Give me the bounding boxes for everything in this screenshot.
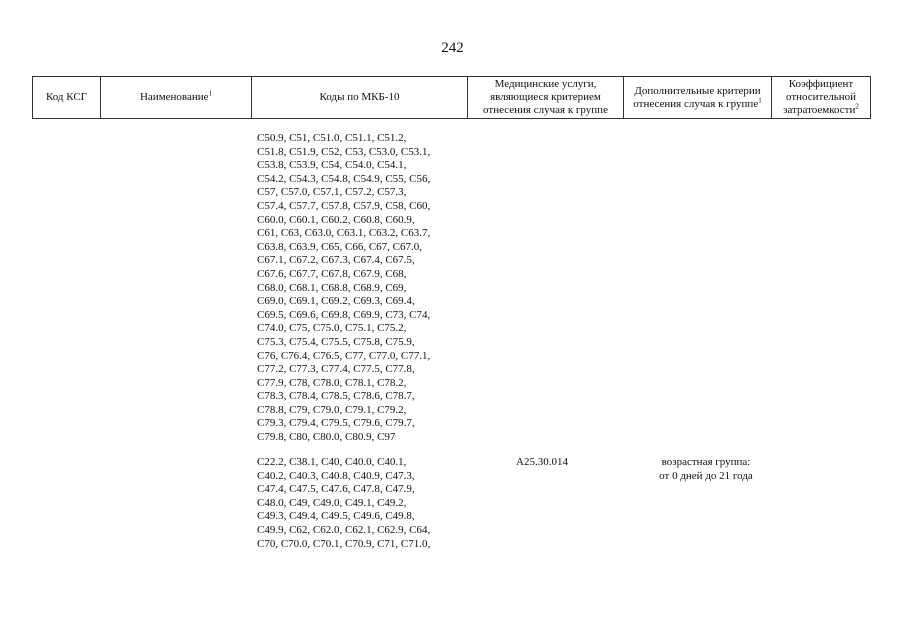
icd-code-line: C70, C70.0, C70.1, C70.9, C71, C71.0, bbox=[257, 537, 431, 550]
icd-codes-block-2 bbox=[257, 456, 430, 551]
header-icd-codes: Коды по МКБ-10 bbox=[252, 77, 468, 119]
icd-code-line: C69.5, C69.6, C69.8, C69.9, C73, C74, bbox=[257, 308, 431, 321]
criteria-line: от 0 дней до 21 года bbox=[659, 469, 753, 482]
icd-code-line: C74.0, C75, C75.0, C75.1, C75.2, bbox=[257, 322, 407, 335]
extra-criteria bbox=[636, 456, 776, 483]
icd-code-line: C54.2, C54.3, C54.8, C54.9, C55, C56, bbox=[257, 172, 431, 185]
icd-code-line: C61, C63, C63.0, C63.1, C63.2, C63.7, bbox=[257, 227, 431, 240]
icd-code-line: C22.2, C38.1, C40, C40.0, C40.1, bbox=[257, 456, 407, 468]
icd-code-line: C40.2, C40.3, C40.8, C40.9, C47.3, bbox=[257, 469, 415, 482]
icd-code-line: C49.9, C62, C62.0, C62.1, C62.9, C64, bbox=[257, 523, 431, 536]
icd-code-line: C57.4, C57.7, C57.8, C57.9, C58, C60, bbox=[257, 199, 431, 212]
icd-codes-block-1 bbox=[257, 132, 430, 445]
icd-code-line: C67.6, C67.7, C67.8, C67.9, C68, bbox=[257, 267, 407, 280]
header-medical-services: Медицинские услуги, являющиеся критерием отнесения случая к группе bbox=[468, 77, 624, 119]
footnote-marker: 1 bbox=[208, 89, 213, 98]
header-name: Наименование$^1$ bbox=[101, 77, 252, 119]
header-coefficient: Коэффициент относительной затратоемкости$^2$ bbox=[772, 77, 871, 119]
page-number: 242 bbox=[441, 40, 464, 56]
criteria-line: возрастная группа: bbox=[661, 456, 751, 468]
icd-code-line: C51.8, C51.9, C52, C53, C53.0, C53.1, bbox=[257, 145, 431, 158]
icd-code-line: C48.0, C49, C49.0, C49.1, C49.2, bbox=[257, 496, 407, 509]
medical-service-code: A25.30.014 bbox=[516, 456, 568, 468]
footnote-marker: 1 bbox=[758, 95, 762, 104]
icd-code-line: C67.1, C67.2, C67.3, C67.4, C67.5, bbox=[257, 254, 415, 267]
table-header bbox=[32, 76, 871, 119]
icd-code-line: C79.8, C80, C80.0, C80.9, C97 bbox=[257, 431, 396, 444]
icd-code-line: C77.9, C78, C78.0, C78.1, C78.2, bbox=[257, 376, 407, 389]
icd-code-line: C68.0, C68.1, C68.8, C68.9, C69, bbox=[257, 281, 407, 294]
footnote-marker: 2 bbox=[855, 102, 859, 111]
icd-code-line: C78.3, C78.4, C78.5, C78.6, C78.7, bbox=[257, 390, 415, 403]
icd-code-line: C76, C76.4, C76.5, C77, C77.0, C77.1, bbox=[257, 349, 431, 362]
icd-code-line: C77.2, C77.3, C77.4, C77.5, C77.8, bbox=[257, 363, 415, 376]
icd-code-line: C79.3, C79.4, C79.5, C79.6, C79.7, bbox=[257, 417, 415, 430]
icd-code-line: C57, C57.0, C57.1, C57.2, C57.3, bbox=[257, 186, 407, 199]
icd-code-line: C69.0, C69.1, C69.2, C69.3, C69.4, bbox=[257, 295, 415, 308]
icd-code-line: C63.8, C63.9, C65, C66, C67, C67.0, bbox=[257, 240, 423, 253]
icd-code-line: C78.8, C79, C79.0, C79.1, C79.2, bbox=[257, 403, 407, 416]
icd-code-line: C53.8, C53.9, C54, C54.0, C54.1, bbox=[257, 159, 407, 172]
header-code-ksg: Код КСГ bbox=[33, 77, 101, 119]
icd-code-line: C47.4, C47.5, C47.6, C47.8, C47.9, bbox=[257, 483, 415, 496]
header-extra-criteria: Дополнительные критерии отнесения случая к группе$^1$ bbox=[624, 77, 772, 119]
icd-code-line: C49.3, C49.4, C49.5, C49.6, C49.8, bbox=[257, 510, 415, 523]
icd-code-line: C60.0, C60.1, C60.2, C60.8, C60.9, bbox=[257, 213, 415, 226]
icd-code-line: C50.9, C51, C51.0, C51.1, C51.2, bbox=[257, 132, 407, 144]
icd-code-line: C75.3, C75.4, C75.5, C75.8, C75.9, bbox=[257, 335, 415, 348]
